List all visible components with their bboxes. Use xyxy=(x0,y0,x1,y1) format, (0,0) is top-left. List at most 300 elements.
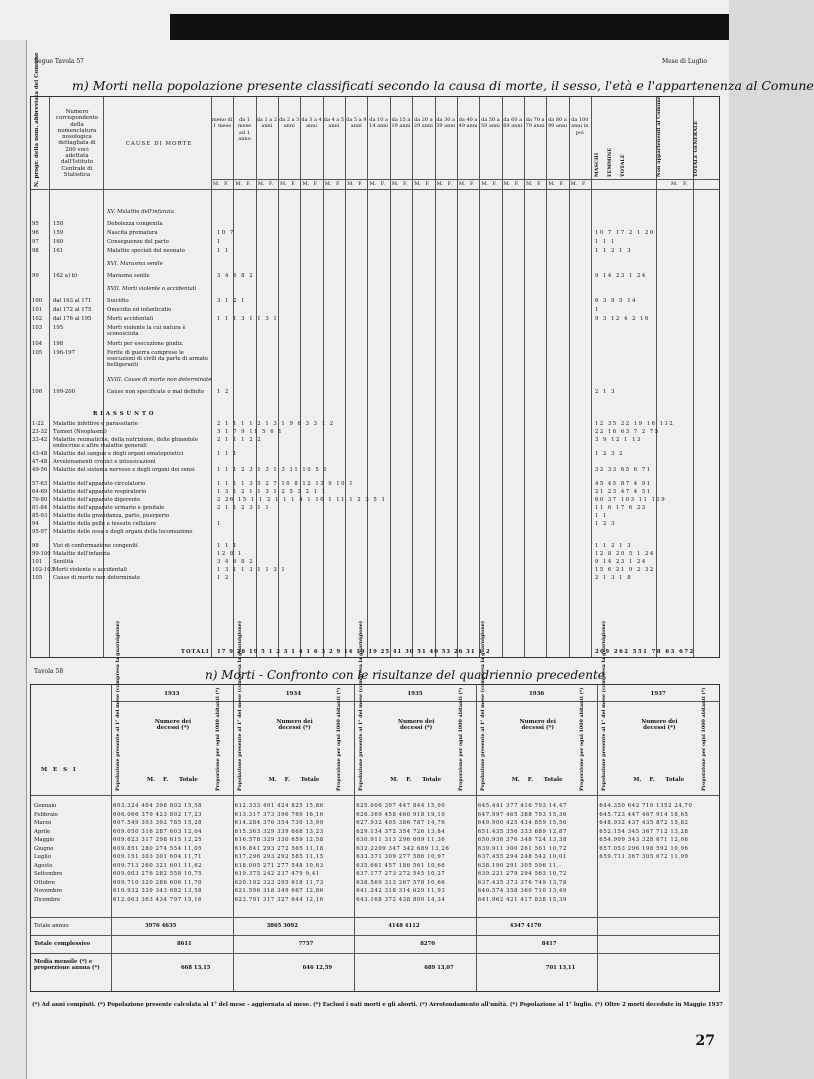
mft-header: Totale xyxy=(665,777,685,783)
col-rule xyxy=(502,97,503,657)
riassunto-values: 2 1 1 2 3 1 1 xyxy=(217,505,271,511)
month-values: 603.324 404 398 802 15,58 xyxy=(113,803,203,809)
riassunto-number: 81-84 xyxy=(32,505,48,511)
col-rule xyxy=(233,97,234,657)
section-heading: XVII. Morti violente o accidentali xyxy=(107,286,197,292)
riassunto-number: 33-42 xyxy=(32,437,48,443)
sex-label: M. xyxy=(257,181,265,187)
age-header: da 1 a 2 anni xyxy=(256,117,278,130)
riassunto-number: 43-48 xyxy=(32,451,48,457)
month-values: 609.710 320 286 606 11,70 xyxy=(113,879,203,886)
riassunto-causa: Malattie dell'apparato digerente xyxy=(53,497,141,503)
media-values: 689 13,07 xyxy=(424,965,454,971)
row-causa: Marasma senile xyxy=(107,273,150,279)
prop-header: Proporzione per ogni 1000 abitanti (*) xyxy=(214,687,221,791)
riassunto-number: 101 xyxy=(32,559,43,565)
year-header: 1937 xyxy=(650,691,666,697)
month-values: 613.317 373 396 769 16,16 xyxy=(234,811,324,818)
mesi-header: M E S I xyxy=(41,767,78,773)
sex-label: F. xyxy=(291,181,296,187)
riassunto-totals: 12 8 20 5 1 24 xyxy=(595,551,655,557)
riassunto-values: 1 1 1 xyxy=(217,543,238,549)
month-values: 629.134 372 354 726 13,84 xyxy=(356,828,446,835)
riassunto-totals: 32 33 65 6 71 xyxy=(595,467,652,473)
col-rule xyxy=(49,97,50,657)
sex-label: M. xyxy=(324,181,332,187)
numero-header: Numero dei decessi (*) xyxy=(519,719,556,732)
age-header: da 20 a 29 anni xyxy=(413,117,433,130)
complessivo-values: 8417 xyxy=(541,941,557,947)
riassunto-totals: 21 23 47 4 51 xyxy=(595,489,652,495)
month-values: 614.284 376 354 730 13,99 xyxy=(234,820,324,826)
month-values: 650.936 376 348 724 13,38 xyxy=(477,837,567,843)
section-heading: XV. Malattie dell'infanzia xyxy=(107,209,174,215)
riassunto-totals: 1 1 xyxy=(595,513,608,519)
row-causa: Morti violente la cui natura è sconosciuta xyxy=(107,325,186,338)
col-rule xyxy=(591,97,592,657)
year-header: 1933 xyxy=(164,691,180,697)
month-values: 645.723 447 467 914 18,65 xyxy=(599,811,689,818)
sex-label: F. xyxy=(514,181,520,187)
riassunto-number: 23-32 xyxy=(32,429,48,435)
pop-header: Popolazione presente al 1° del mese (compresa la guarnigione) xyxy=(115,620,121,791)
month-label: Gennaio xyxy=(34,803,57,809)
pop-header: Popolazione presente al 1° del mese (compresa la guarnigione) xyxy=(479,620,486,791)
month-values: 621.596 318 349 667 12,86 xyxy=(234,888,324,894)
row-rule xyxy=(31,935,719,936)
mft-header: M. xyxy=(511,777,520,783)
row-voce: 196-197 xyxy=(53,350,76,356)
month-values: 647.997 465 388 793 15,36 xyxy=(477,811,567,818)
pop-header: Popolazione presente al 1° del mese (compresa la guarnigione) xyxy=(358,620,365,791)
mft-header: F. xyxy=(163,777,169,783)
col-rule xyxy=(479,97,480,657)
riassunto-totals: 1 2 3 2 xyxy=(595,451,625,457)
sex-label: F. xyxy=(313,181,318,187)
month-values: 625.006 397 447 844 15,90 xyxy=(356,803,446,809)
riassunto-values: 2 1 1 1 2 2 xyxy=(217,437,263,443)
complessivo-values: 8611 xyxy=(177,941,192,947)
row-voce: 159 xyxy=(53,230,64,236)
sex-label: M. xyxy=(414,181,421,187)
media-values: 646 12,59 xyxy=(302,965,333,971)
col-rule xyxy=(476,685,477,991)
page-number: 27 xyxy=(695,1033,715,1049)
riassunto-causa: Malattie del sangue e degli organi ematopoietici xyxy=(53,451,184,457)
age-header: da 60 a 69 anni xyxy=(503,117,523,130)
month-values: 649.900 425 434 859 15,56 xyxy=(477,820,567,826)
sex-label: M. xyxy=(570,181,578,187)
month-values: 639.911 300 261 561 10,72 xyxy=(477,845,567,852)
mft-header: Totale xyxy=(543,777,563,783)
header-rule xyxy=(31,189,719,190)
numero-header: Numero dei decessi (*) xyxy=(398,719,435,732)
sex-label: F. xyxy=(380,181,385,187)
riassunto-causa: Morti violente o accidentali xyxy=(53,567,127,573)
mft-header: M. xyxy=(147,777,156,783)
riassunto-heading: RIASSUNTO xyxy=(93,411,157,417)
prop-header: Proporzione per ogni 1000 abitanti (*) xyxy=(579,687,586,791)
col-num-header: N. progr. della nom. abbreviata del Comune xyxy=(34,52,40,187)
month-values: 632.2209 347 342 689 13,26 xyxy=(356,845,450,852)
mft-header: F. xyxy=(527,777,534,783)
month-values: 654.909 343 328 671 12,06 xyxy=(599,837,689,843)
col-rule xyxy=(693,97,694,657)
tavola-label: Tavola 58 xyxy=(34,668,64,675)
col-rule xyxy=(233,685,234,991)
sex-label: M. xyxy=(302,181,310,187)
mft-header: Totale xyxy=(179,777,198,783)
row-voce: dal 176 al 195 xyxy=(53,316,92,322)
col-rule xyxy=(656,97,657,657)
sex-label: F. xyxy=(246,181,251,187)
riassunto-values: 12 8 1 xyxy=(217,551,243,557)
age-header: da 30 a 39 anni xyxy=(436,117,456,130)
row-voce: dal 163 al 171 xyxy=(53,298,92,304)
row-number: 100 xyxy=(32,298,43,304)
pop-header: Popolazione presente al 1° del mese (compresa la guarnigione) xyxy=(601,620,608,791)
header-left: Segue Tavola 57 xyxy=(34,58,84,65)
month-values: 637.435 373 376 749 13,78 xyxy=(477,879,567,886)
riassunto-totals: 45 45 87 4 91 xyxy=(595,481,652,487)
sex-label: F. xyxy=(581,181,587,187)
col-rule xyxy=(103,97,104,657)
month-values: 610.932 339 343 682 13,58 xyxy=(113,888,203,894)
month-values: 619.375 242 237 479 9,41 xyxy=(234,871,320,877)
month-label: Febbraio xyxy=(34,811,58,818)
totali-values: 17 9 28 19 5 1 2 3 1 4 1 6 3 2 9 14 19 19 25 41 30 51 40 53 26 31 1 2 xyxy=(217,649,491,655)
col-rule xyxy=(524,97,525,657)
month-values: 648.932 437 435 872 15,82 xyxy=(599,820,689,826)
row-rule xyxy=(31,953,719,954)
row-voce: 158 xyxy=(53,221,64,227)
col-rule xyxy=(412,97,413,657)
col-rule xyxy=(597,685,598,991)
month-label: Giugno xyxy=(34,845,54,852)
row-number: 102 xyxy=(32,316,43,322)
month-label: Dicembre xyxy=(34,896,61,903)
sex-label: F. xyxy=(447,181,452,187)
binding-edge xyxy=(0,40,27,1079)
month-values: 609.623 317 298 615 12,25 xyxy=(113,837,203,843)
row-number: 101 xyxy=(32,307,43,313)
sex-label: M. xyxy=(548,181,555,187)
month-values: 640.574 358 360 710 13,49 xyxy=(477,888,567,894)
riassunto-causa: Vizi di conformazione congeniti xyxy=(53,543,138,549)
mft-header: M. xyxy=(390,777,399,783)
riassunto-values: 1 xyxy=(217,521,222,527)
row-causa: Conseguenze del parto xyxy=(107,239,169,245)
month-label: Maggio xyxy=(34,837,55,843)
mft-header: M. xyxy=(268,777,277,783)
age-header: da 4 a 5 anni xyxy=(323,117,345,130)
row-number: 99 xyxy=(32,273,39,279)
row-voce: 161 xyxy=(53,248,64,254)
row-number: 97 xyxy=(32,239,39,245)
totali-totals: 209 262 551 78 63 672 xyxy=(595,649,695,655)
row-causa: Nascita prematura xyxy=(107,230,158,236)
riassunto-number: 70-80 xyxy=(32,497,48,503)
sex-label: F. xyxy=(470,181,475,187)
month-values: 620.192 323 295 618 11,73 xyxy=(234,879,324,886)
riassunto-totals: 2 1 3 1 8 xyxy=(595,575,633,581)
month-values: 609.713 260 321 601 11,62 xyxy=(113,862,203,869)
riassunto-values: 2 26 15 1 1 2 1 1 1 4 1 10 1 11 1 2 3 5 1 xyxy=(217,497,387,503)
riassunto-number: 102-103 xyxy=(32,567,55,573)
riassunto-totals: 60 37 103 11 119 xyxy=(595,497,667,503)
riassunto-totals: 3 9 12 1 13 xyxy=(595,437,642,443)
header-rule xyxy=(31,795,719,796)
riassunto-number: 1-22 xyxy=(32,421,44,427)
month-values: 645.441 377 416 793 14,47 xyxy=(477,803,567,809)
month-label: Aprile xyxy=(34,828,51,835)
row-values: 1 1 xyxy=(217,248,230,254)
totals-header: Non appartenenti al Comune xyxy=(656,95,662,177)
col-rule xyxy=(435,97,436,657)
row-totals: 2 1 3 xyxy=(595,389,616,395)
sex-label: F. xyxy=(559,181,564,187)
col-rule xyxy=(300,97,301,657)
totale-values: 4347 4170 xyxy=(509,923,542,929)
row-causa: Malattie speciali del neonato xyxy=(107,248,185,254)
month-values: 627.932 405 386 787 14,76 xyxy=(356,820,446,826)
prop-header: Proporzione per ogni 1000 abitanti (*) xyxy=(336,687,343,791)
media-values: 668 13,15 xyxy=(181,965,211,971)
riassunto-values: 1 3 1 2 1 1 3 1 2 5 3 2 1 1 xyxy=(217,489,327,495)
sex-label: F. xyxy=(425,181,430,187)
riassunto-number: 57-63 xyxy=(32,481,48,487)
riassunto-values: 2 1 1 1 1 2 1 3 1 9 6 3 3 1 2 xyxy=(217,421,335,427)
row-totals: 6 3 9 5 14 xyxy=(595,298,637,304)
totals-header: TOTALE xyxy=(620,154,626,177)
sex-rule xyxy=(211,179,719,180)
totals-header: MASCHI xyxy=(594,152,600,177)
row-values: 1 1 1 3 1 1 3 1 xyxy=(217,316,279,322)
riassunto-values: 1 1 1 xyxy=(217,451,238,457)
numero-header: Numero dei decessi (*) xyxy=(276,719,313,732)
riassunto-number: 99-100 xyxy=(32,551,51,557)
riassunto-causa: Malattie dell'infanzia xyxy=(53,551,110,557)
age-header: da 3 a 4 anni xyxy=(301,117,322,130)
totals-header: FEMMINE xyxy=(607,147,613,177)
row-voce: 199-200 xyxy=(53,389,76,395)
month-values: 606.066 379 423 802 17,23 xyxy=(113,811,203,818)
mft-header: F. xyxy=(649,777,655,783)
row-number: 105 xyxy=(32,350,43,356)
month-values: 616.841 293 272 565 11,18 xyxy=(234,845,324,852)
col-rule xyxy=(457,97,458,657)
month-values: 659.711 367 305 672 11,99 xyxy=(599,854,689,860)
riassunto-values: 1 1 1 1 3 5 2 7 10 8 12 13 9 10 1 xyxy=(217,481,355,487)
month-values: 609.151 303 301 604 11,71 xyxy=(113,854,203,860)
riassunto-causa: Malattie del sistema nervoso e degli organi dei sensi xyxy=(53,467,195,473)
age-header: da 1 mese ad 1 anno xyxy=(237,117,252,142)
row-values: 3 4 6 8 2 xyxy=(217,273,255,279)
sex-label: M. xyxy=(436,181,444,187)
month-values: 607.549 393 392 785 15,28 xyxy=(113,820,203,826)
totale-values: 3865 3092 xyxy=(266,923,298,929)
row-number: 106 xyxy=(32,389,43,395)
row-values: 1 xyxy=(217,239,222,245)
sex-label: F. xyxy=(358,181,363,187)
month-label: Novembre xyxy=(34,888,63,894)
row-number: 103 xyxy=(32,325,43,331)
riassunto-number: 64-69 xyxy=(32,489,48,495)
month-values: 623.791 317 327 644 12,16 xyxy=(234,896,324,903)
riassunto-values: 1 2 xyxy=(217,575,230,581)
month-values: 638.190 291 305 596 11,- xyxy=(477,862,562,869)
col-rule xyxy=(256,97,257,657)
numero-header: Numero dei decessi (*) xyxy=(641,719,678,732)
sex-label: M. xyxy=(280,181,287,187)
riassunto-causa: Malattie della gravidanza, parto, puerperio xyxy=(53,513,170,519)
totale-values: 4148 4112 xyxy=(388,923,420,929)
row-rule xyxy=(31,917,719,918)
row-number: 104 xyxy=(32,341,43,347)
age-header: da 100 anni in poi xyxy=(571,117,589,136)
riassunto-totals: 9 14 23 1 24 xyxy=(595,559,647,565)
riassunto-number: 105 xyxy=(32,575,43,581)
riassunto-totals: 1 1 2 1 3 xyxy=(595,543,633,549)
table-m-title: m) Morti nella popolazione presente classificati secondo la causa di morte, il sesso, l'età e l'appartenenza al Comune xyxy=(72,78,814,93)
riassunto-values: 1 1 1 2 3 1 3 1 3 11 10 5 1 xyxy=(217,467,329,473)
row-values: 10 7 xyxy=(217,230,235,236)
month-values: 638.569 313 267 578 10,66 xyxy=(356,879,446,886)
month-values: 609.050 316 287 603 12,04 xyxy=(113,828,203,835)
sex-label: M. xyxy=(369,181,377,187)
prop-header: Proporzione per ogni 1000 abitanti (*) xyxy=(457,687,464,791)
month-values: 618.005 271 277 548 10,63 xyxy=(234,862,324,869)
month-values: 651.435 356 333 689 12,87 xyxy=(477,828,567,835)
month-label: Settembre xyxy=(34,871,63,877)
row-causa: Morti accidentali xyxy=(107,316,154,322)
scan-top-bar xyxy=(170,14,729,40)
riassunto-causa: Senilità xyxy=(53,559,74,565)
riassunto-totals: 12 35 22 19 16 112 xyxy=(595,421,675,427)
month-values: 644.350 642 710 1352 24,70 xyxy=(599,803,693,809)
row-causa: Suicidio xyxy=(107,298,129,304)
riassunto-values: 1 3 1 1 3 1 1 3 1 xyxy=(217,567,287,573)
media-values: 701 13,11 xyxy=(545,965,576,971)
riassunto-number: 49-56 xyxy=(32,467,48,473)
riassunto-causa: Avvelenamenti cronici e intossicazioni xyxy=(53,459,156,465)
col-causa-header: CAUSE DI MORTE xyxy=(125,141,193,147)
month-values: 633.371 309 277 586 10,97 xyxy=(356,854,446,860)
sex-label: F. xyxy=(224,181,229,187)
col-rule xyxy=(345,97,346,657)
riassunto-causa: Malattie dell'apparato respiratorio xyxy=(53,489,147,495)
col-rule xyxy=(367,97,368,657)
sex-label: F. xyxy=(492,181,497,187)
table-n-title: n) Morti - Confronto con le risultanze del quadriennio precedente xyxy=(205,668,605,682)
section-heading: XVIII. Cause di morte non determinate xyxy=(107,377,212,383)
row-voce: 198 xyxy=(53,341,64,347)
riassunto-causa: Malattie reumatiche, della nutrizione, delle ghiandole endocrine e altre malattie generali xyxy=(53,437,198,449)
numero-header: Numero dei decessi (*) xyxy=(154,719,192,732)
prop-header: Proporzione per ogni 1000 abitanti (*) xyxy=(701,687,707,791)
sex-label: F. xyxy=(537,181,542,187)
riassunto-number: 98 xyxy=(32,543,39,549)
riassunto-causa: Malattie delle ossa e degli organi della locomozione xyxy=(53,529,193,535)
riassunto-values: 3 1 7 9 11 5 6 1 xyxy=(217,429,284,435)
mft-header: F. xyxy=(284,777,290,783)
mft-header: Totale xyxy=(422,777,442,783)
sex-label: M. xyxy=(235,181,243,187)
sex-label: M. xyxy=(671,181,678,187)
month-values: 612.003 363 434 797 15,16 xyxy=(113,896,203,903)
row-voce: 162 a) b) xyxy=(53,273,78,279)
month-values: 612.333 401 424 825 15,86 xyxy=(234,803,324,809)
age-header: da 40 a 49 anni xyxy=(458,117,478,130)
riassunto-causa: Malattie della pelle e tessuto cellulare xyxy=(53,521,157,527)
month-values: 609.003 276 282 558 10,75 xyxy=(113,871,203,877)
row-number: 95 xyxy=(32,221,39,227)
sex-label: M. xyxy=(525,181,533,187)
month-values: 635.661 457 186 561 10,66 xyxy=(356,862,446,869)
media-label: Media mensile (*) e proporzione annua (*) xyxy=(34,959,100,971)
age-header: da 70 a 79 anni xyxy=(525,117,545,130)
sex-label: M. xyxy=(213,181,220,187)
col-rule xyxy=(323,97,324,657)
month-values: 609.851 280 274 554 11,05 xyxy=(113,845,203,852)
row-causa: Omicidio ed infanticidio xyxy=(107,307,172,313)
col-rule xyxy=(354,685,355,991)
sex-label: M. xyxy=(391,181,399,187)
month-values: 641.962 421 417 838 15,39 xyxy=(477,896,567,903)
row-voce: dal 172 al 175 xyxy=(53,307,92,313)
month-label: Marzo xyxy=(34,820,52,826)
row-causa: Cause non specificate o mal definite xyxy=(107,389,205,395)
totali-label: TOTALI xyxy=(181,649,210,655)
row-voce: 160 xyxy=(53,239,64,245)
row-totals: 9 14 23 1 24 xyxy=(595,273,647,279)
riassunto-number: 94 xyxy=(32,521,39,527)
sex-label: M. xyxy=(503,181,511,187)
row-number: 96 xyxy=(32,230,39,236)
month-values: 637.177 273 272 545 10,27 xyxy=(356,871,446,877)
header-right: Mese di Luglio xyxy=(661,58,707,65)
row-totals: 10 7 17 2 1 20 xyxy=(595,230,655,236)
row-values: 1 2 xyxy=(217,389,230,395)
month-values: 637.455 294 248 542 10,01 xyxy=(477,854,567,860)
row-causa: Morti per esecuzione giudiz. xyxy=(107,341,184,347)
month-values: 639.221 279 294 563 10,72 xyxy=(477,871,567,877)
row-totals: 1 1 1 xyxy=(595,239,616,245)
month-values: 616.578 329 330 659 12,58 xyxy=(234,837,324,843)
age-header: da 15 a 19 anni xyxy=(391,117,411,130)
row-voce: 195 xyxy=(53,325,64,331)
age-header: da 80 a 99 anni xyxy=(547,117,567,130)
month-values: 626.369 458 460 918 19,10 xyxy=(356,811,446,818)
riassunto-causa: Malattie infettive e parassitarie xyxy=(53,421,139,427)
col-voci-header: Numero corrispondente della nomenclatura nosologica dettagliata di 200 voci adottata dall'Istituto Centrale di Statistica xyxy=(55,109,99,178)
age-header: da 5 a 9 anni xyxy=(346,117,367,130)
col-rule xyxy=(546,97,547,657)
row-causa: Debolezza congenita xyxy=(107,221,163,227)
col-rule xyxy=(390,97,391,657)
mft-header: Totale xyxy=(300,777,320,783)
sex-label: F. xyxy=(683,181,688,187)
month-label: Luglio xyxy=(34,854,51,860)
year-header: 1934 xyxy=(285,691,302,697)
year-header: 1935 xyxy=(407,691,423,697)
sex-label: F. xyxy=(403,181,408,187)
riassunto-totals: 22 16 63 7 2 75 xyxy=(595,429,660,435)
totale-label: Totale annuo xyxy=(34,923,69,929)
sex-label: M. xyxy=(347,181,354,187)
totals-header: TOTALE GENERALE xyxy=(693,120,699,177)
sex-label: F. xyxy=(268,181,274,187)
